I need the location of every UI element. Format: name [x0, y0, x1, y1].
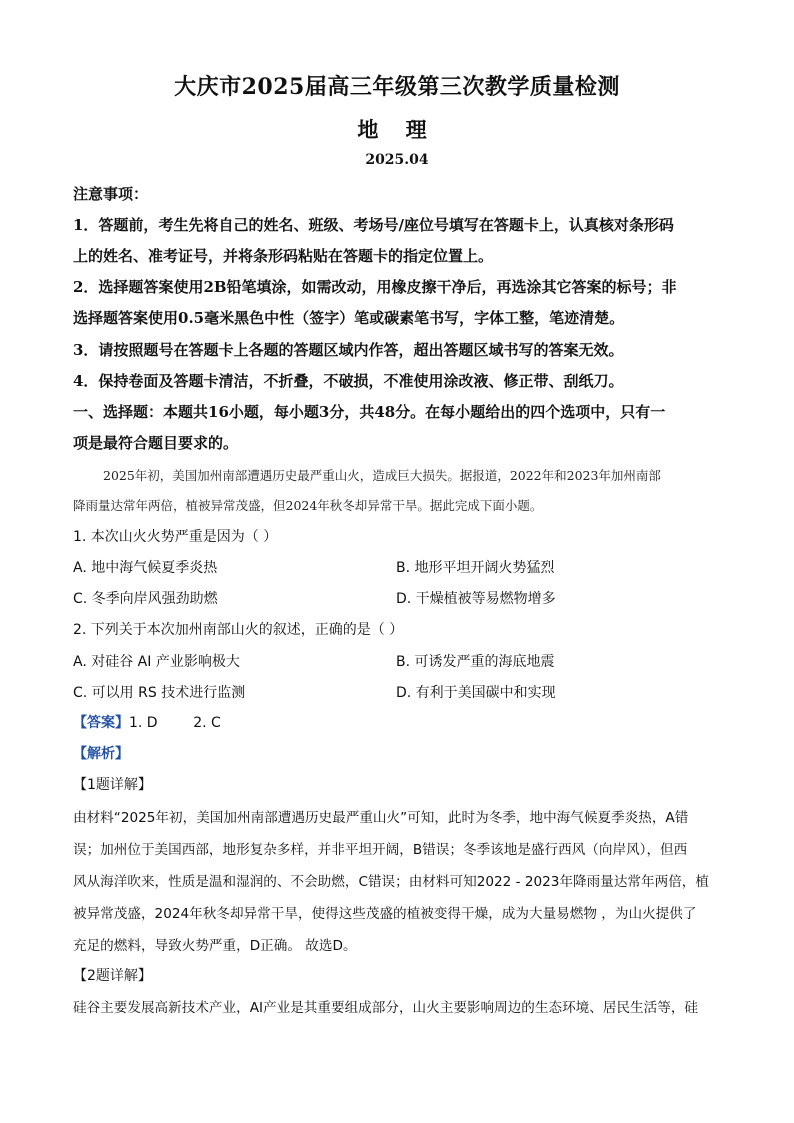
question-2-stem: 2. 下列关于本次加州南部山火的叙述，正确的是（ ） — [73, 622, 404, 638]
answer-row — [73, 712, 723, 732]
material-line-2: 降雨量达常年两倍，植被异常茂盛，但2024年秋冬却异常干旱。据此完成下面小题。 — [73, 498, 543, 513]
exam-title: 大庆市2025届高三年级第三次教学质量检测 — [174, 74, 620, 100]
question-2-option-a: A. 对硅谷 AI 产业影响极大 — [73, 654, 240, 670]
material-line-1: 2025年初，美国加州南部遭遇历史最严重山火，造成巨大损失。据报道，2022年和2023年加州南部 — [103, 468, 661, 483]
answer-label: 【答案】 — [73, 715, 129, 731]
notice-item-2-line-2: 选择题答案使用0.5毫米黑色中性（签字）笔或碳素笔书写，字体工整，笔迹清楚。 — [73, 309, 625, 327]
question-2-option-d: D. 有利于美国碳中和实现 — [396, 685, 556, 701]
detail-1-line-5: 充足的燃料，导致火势严重，D正确。 故选D。 — [73, 938, 357, 954]
question-2-option-c: C. 可以用 RS 技术进行监测 — [73, 685, 246, 701]
question-1-stem: 1. 本次山火火势严重是因为（ ） — [73, 529, 278, 545]
question-1-option-c: C. 冬季向岸风强劲助燃 — [73, 591, 218, 607]
answer-text: 1. D 2. C — [129, 715, 221, 731]
detail-2-label: 【2题详解】 — [73, 968, 152, 984]
detail-1-label: 【1题详解】 — [73, 777, 152, 793]
subject-title: 地 理 — [357, 117, 437, 142]
exam-date: 2025.04 — [365, 152, 429, 168]
notice-item-1-line-2: 上的姓名、准考证号，并将条形码粘贴在答题卡的指定位置上。 — [73, 247, 494, 265]
notice-item-4: 4．保持卷面及答题卡清洁，不折叠，不破损，不准使用涂改液、修正带、刮纸刀。 — [73, 372, 624, 390]
detail-1-line-3: 风从海洋吹来，性质是温和湿润的、不会助燃，C错误；由材料可知2022 - 2023年降雨量达常年两倍，植 — [73, 874, 709, 890]
detail-1-line-4: 被异常茂盛，2024年秋冬却异常干旱，使得这些茂盛的植被变得干燥，成为大量易燃物 ，为山火提供了 — [73, 906, 697, 922]
question-1-option-d: D. 干燥植被等易燃物增多 — [396, 591, 556, 607]
detail-2-line-1: 硅谷主要发展高新技术产业，AI产业是其重要组成部分，山火主要影响周边的生态环境、居民生活等，硅 — [73, 1000, 699, 1016]
notice-heading: 注意事项： — [73, 185, 149, 203]
detail-1-line-1: 由材料“2025年初，美国加州南部遭遇历史最严重山火”可知，此时为冬季，地中海气候夏季炎热，A错 — [73, 810, 689, 826]
section-1-heading-line-1: 一、选择题：本题共16小题，每小题3分，共48分。在每小题给出的四个选项中，只有一 — [73, 403, 666, 421]
detail-1-line-2: 误；加州位于美国西部，地形复杂多样，并非平坦开阔，B错误；冬季该地是盛行西风（向岸风），但西 — [73, 842, 688, 858]
notice-item-2-line-1: 2．选择题答案使用2B铅笔填涂，如需改动，用橡皮擦干净后，再选涂其它答案的标号；非 — [73, 278, 677, 296]
question-1-option-a: A. 地中海气候夏季炎热 — [73, 560, 218, 576]
notice-item-3: 3．请按照题号在答题卡上各题的答题区域内作答，超出答题区域书写的答案无效。 — [73, 341, 624, 359]
section-1-heading-line-2: 项是最符合题目要求的。 — [73, 434, 239, 452]
notice-item-1-line-1: 1．答题前，考生先将自己的姓名、班级、考场号/座位号填写在答题卡上，认真核对条形码 — [73, 216, 674, 234]
question-2-option-b: B. 可诱发严重的海底地震 — [396, 654, 555, 670]
analysis-label: 【解析】 — [73, 746, 129, 762]
analysis-row — [73, 743, 723, 763]
question-1-option-b: B. 地形平坦开阔火势猛烈 — [396, 560, 555, 576]
